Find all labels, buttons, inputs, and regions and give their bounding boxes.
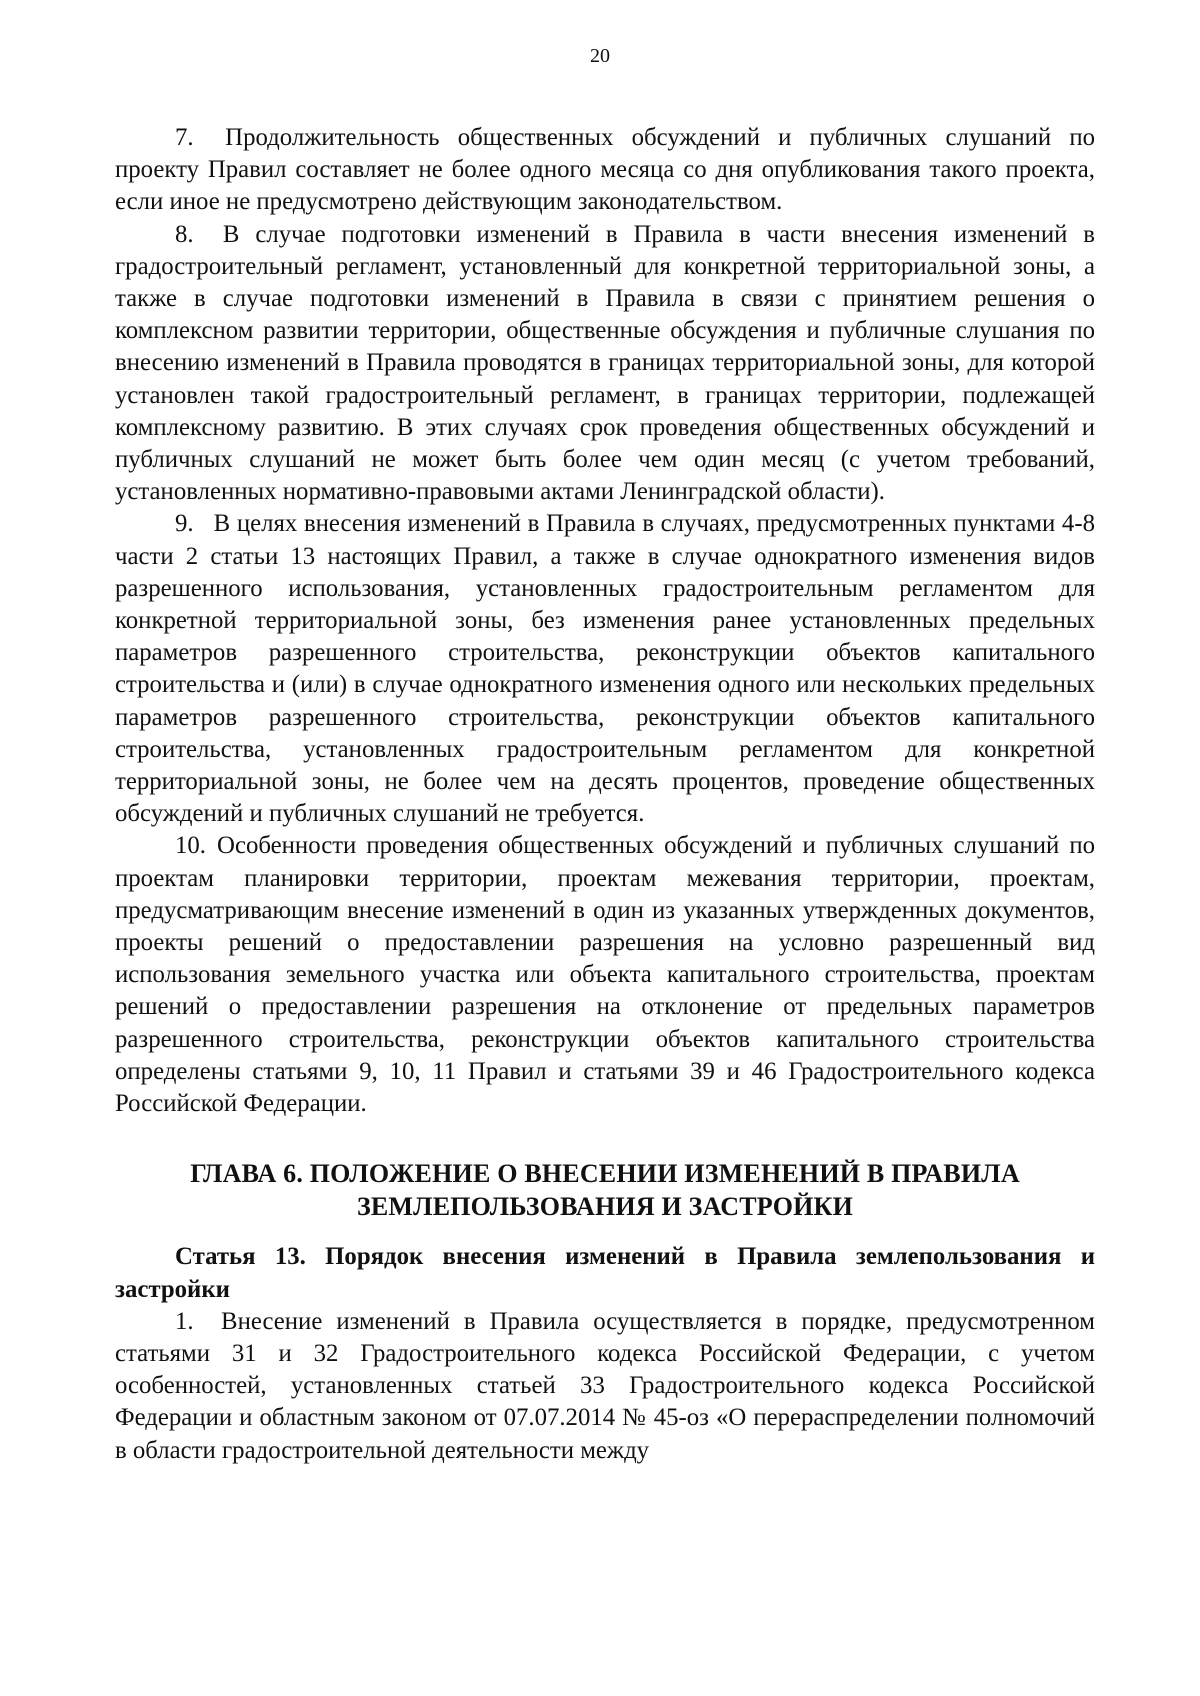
paragraph-10 bbox=[115, 830, 1095, 1120]
paragraph-number: 7. bbox=[175, 124, 194, 151]
article-title: Статья 13. Порядок внесения изменений в Правила землепользования и застройки bbox=[115, 1243, 1095, 1303]
paragraph-number: 8. bbox=[175, 220, 194, 248]
paragraph-text: Продолжительность общественных обсуждений и публичных слушаний по проекту Правил составляет не более одного месяца со дня опубликования такого проекта, если иное не предусмотрено действующим законодательством. bbox=[115, 124, 1095, 216]
paragraph-text: В случае подготовки изменений в Правила в части внесения изменений в градостроительный регламент, установленный для конкретной территориальной зоны, а также в случае подготовки изменений в Правила в связи с принятием решения о комплексном развитии территории, общественные обсуждения и публичные слушания по внесению изменений в Правила проводятся в границах территориальной зоны, для которой установлен такой градостроительный регламент, в границах территории, подлежащей комплексному развитию. В этих случаях срок проведения общественных обсуждений и публичных слушаний не может быть более чем один месяц (с учетом требований, установленных нормативно-правовыми актами Ленинградской области). bbox=[115, 220, 1096, 506]
chapter-title bbox=[115, 1157, 1095, 1223]
article-paragraph-1 bbox=[115, 1306, 1095, 1467]
document-body bbox=[115, 122, 1095, 1467]
paragraph-9 bbox=[115, 508, 1095, 830]
paragraph-number: 1. bbox=[175, 1307, 194, 1335]
page-number: 20 bbox=[590, 45, 610, 67]
chapter-title-line-2: ЗЕМЛЕПОЛЬЗОВАНИЯ И ЗАСТРОЙКИ bbox=[356, 1192, 854, 1222]
paragraph-8 bbox=[115, 219, 1095, 509]
paragraph-number: 10. bbox=[175, 832, 206, 860]
paragraph-text: Особенности проведения общественных обсуждений и публичных слушаний по проектам планировки территории, проектам межевания территории, проектам, предусматривающим внесение изменений в один из указанных утвержденных документов, проекты решений о предоставлении разрешения на условно разрешенный вид использования земельного участка или объекта капитального строительства, проектам решений о предоставлении разрешения на отклонение от предельных параметров разрешенного строительства, реконструкции объектов капитального строительства определены статьями 9, 10, 11 Правил и статьями 39 и 46 Градостроительного кодекса Российской Федерации. bbox=[115, 832, 1095, 1118]
paragraph-7 bbox=[115, 122, 1095, 219]
chapter-title-line-1: ГЛАВА 6. ПОЛОЖЕНИЕ О ВНЕСЕНИИ ИЗМЕНЕНИЙ В ПРАВИЛА bbox=[190, 1159, 1020, 1189]
paragraph-text: Внесение изменений в Правила осуществляется в порядке, предусмотренном статьями 31 и 32 Градостроительного кодекса Российской Федерации, с учетом особенностей, установленных статьей 33 Градостроительного кодекса Российской Федерации и областным законом от 07.07.2014 № 45-оз «О перераспределении полномочий в области градостроительной деятельности между bbox=[115, 1307, 1095, 1464]
paragraph-number: 9. bbox=[175, 510, 194, 538]
paragraph-text: В целях внесения изменений в Правила в случаях, предусмотренных пунктами 4-8 части 2 статьи 13 настоящих Правил, а также в случае однократного изменения видов разрешенного использования, установленных градостроительным регламентом для конкретной территориальной зоны, без изменения ранее установленных предельных параметров разрешенного строительства, реконструкции объектов капитального строительства и (или) в случае однократного изменения одного или нескольких предельных параметров разрешенного строительства, реконструкции объектов капитального строительства, установленных градостроительным регламентом для конкретной территориальной зоны, не более чем на десять процентов, проведение общественных обсуждений и публичных слушаний не требуется. bbox=[115, 510, 1095, 828]
